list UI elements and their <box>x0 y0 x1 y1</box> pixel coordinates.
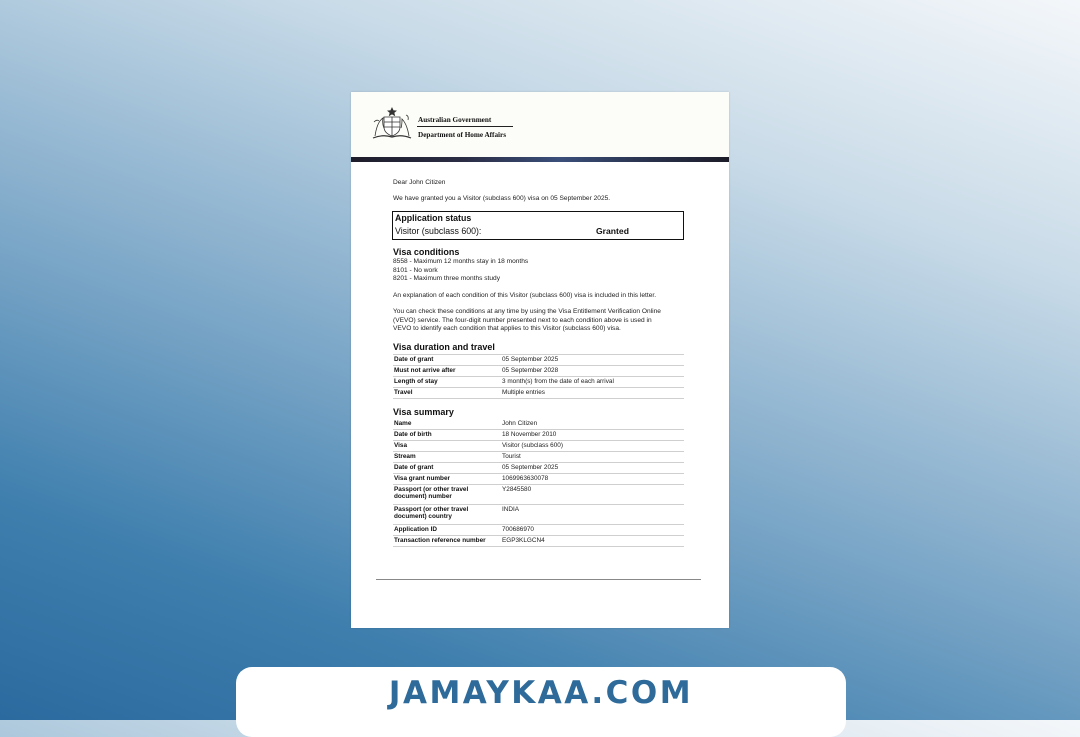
row-value: 05 September 2028 <box>502 367 559 374</box>
row-value: John Citizen <box>502 420 538 427</box>
summary-heading: Visa summary <box>393 407 454 417</box>
application-status-box <box>392 211 684 240</box>
duration-table <box>393 354 684 399</box>
row-value: 05 September 2025 <box>502 464 559 471</box>
table-row <box>393 377 684 388</box>
table-row <box>393 463 684 474</box>
row-label: Visa <box>394 442 408 449</box>
department-name: Department of Home Affairs <box>418 131 507 139</box>
visa-grant-letter <box>351 92 729 628</box>
row-label: Passport (or other travel document) country <box>394 506 469 521</box>
summary-table <box>393 419 684 547</box>
row-label: Visa grant number <box>394 475 450 482</box>
table-row <box>393 505 684 525</box>
header-divider <box>417 126 513 127</box>
row-value: 18 November 2010 <box>502 431 557 438</box>
row-value: 05 September 2025 <box>502 356 559 363</box>
government-header <box>351 92 729 158</box>
footer-divider <box>376 579 701 580</box>
table-row <box>393 452 684 463</box>
row-label: Passport (or other travel document) number <box>394 486 469 501</box>
site-banner <box>236 667 846 737</box>
status-value: Granted <box>596 226 629 236</box>
row-label: Name <box>394 420 412 427</box>
row-label: Transaction reference number <box>394 537 486 544</box>
row-label: Date of grant <box>394 464 434 471</box>
header-band <box>351 157 729 162</box>
coat-of-arms-icon <box>371 106 413 142</box>
table-row <box>393 485 684 505</box>
duration-heading: Visa duration and travel <box>393 342 495 352</box>
table-row <box>393 419 684 430</box>
row-label: Length of stay <box>394 378 438 385</box>
row-value: INDIA <box>502 506 520 513</box>
vevo-text-line: You can check these conditions at any time by using the Visa Entitlement Verification Online <box>393 308 661 315</box>
row-value: EGP3KLGCN4 <box>502 537 545 544</box>
table-row <box>393 474 684 485</box>
row-value: Multiple entries <box>502 389 545 396</box>
condition-item: 8201 - Maximum three months study <box>393 275 501 282</box>
greeting: Dear John Citizen <box>393 179 446 186</box>
table-row <box>393 366 684 377</box>
conditions-explanation: An explanation of each condition of this Visitor (subclass 600) visa is included in this letter. <box>393 292 657 299</box>
site-name: JAMAYKAA.COM <box>388 675 694 711</box>
row-value: Visitor (subclass 600) <box>502 442 563 449</box>
row-label: Date of birth <box>394 431 432 438</box>
row-label: Date of grant <box>394 356 434 363</box>
conditions-heading: Visa conditions <box>393 247 460 257</box>
vevo-text-line: (VEVO) service. The four-digit number presented next to each condition above is used in <box>393 316 652 324</box>
table-row <box>393 536 684 547</box>
table-row <box>393 355 684 366</box>
status-title: Application status <box>395 213 472 223</box>
table-row <box>393 525 684 536</box>
row-label: Stream <box>394 453 416 460</box>
status-visa-type: Visitor (subclass 600): <box>395 226 482 236</box>
row-value: Y2845580 <box>502 486 532 493</box>
row-label: Application ID <box>394 526 437 533</box>
condition-item: 8101 - No work <box>393 266 438 274</box>
vevo-text-line: VEVO to identify each condition that applies to this Visitor (subclass 600) visa. <box>393 325 621 332</box>
government-name: Australian Government <box>418 116 492 124</box>
grant-intro: We have granted you a Visitor (subclass 600) visa on 05 September 2025. <box>393 195 611 202</box>
row-value: 3 month(s) from the date of each arrival <box>502 378 614 385</box>
condition-item: 8558 - Maximum 12 months stay in 18 months <box>393 258 529 265</box>
table-row <box>393 430 684 441</box>
row-value: Tourist <box>502 453 521 460</box>
table-row <box>393 388 684 399</box>
row-label: Travel <box>394 389 413 396</box>
row-value: 1069963630078 <box>502 475 549 482</box>
row-label: Must not arrive after <box>394 367 456 374</box>
table-row <box>393 441 684 452</box>
row-value: 700686970 <box>502 526 534 533</box>
